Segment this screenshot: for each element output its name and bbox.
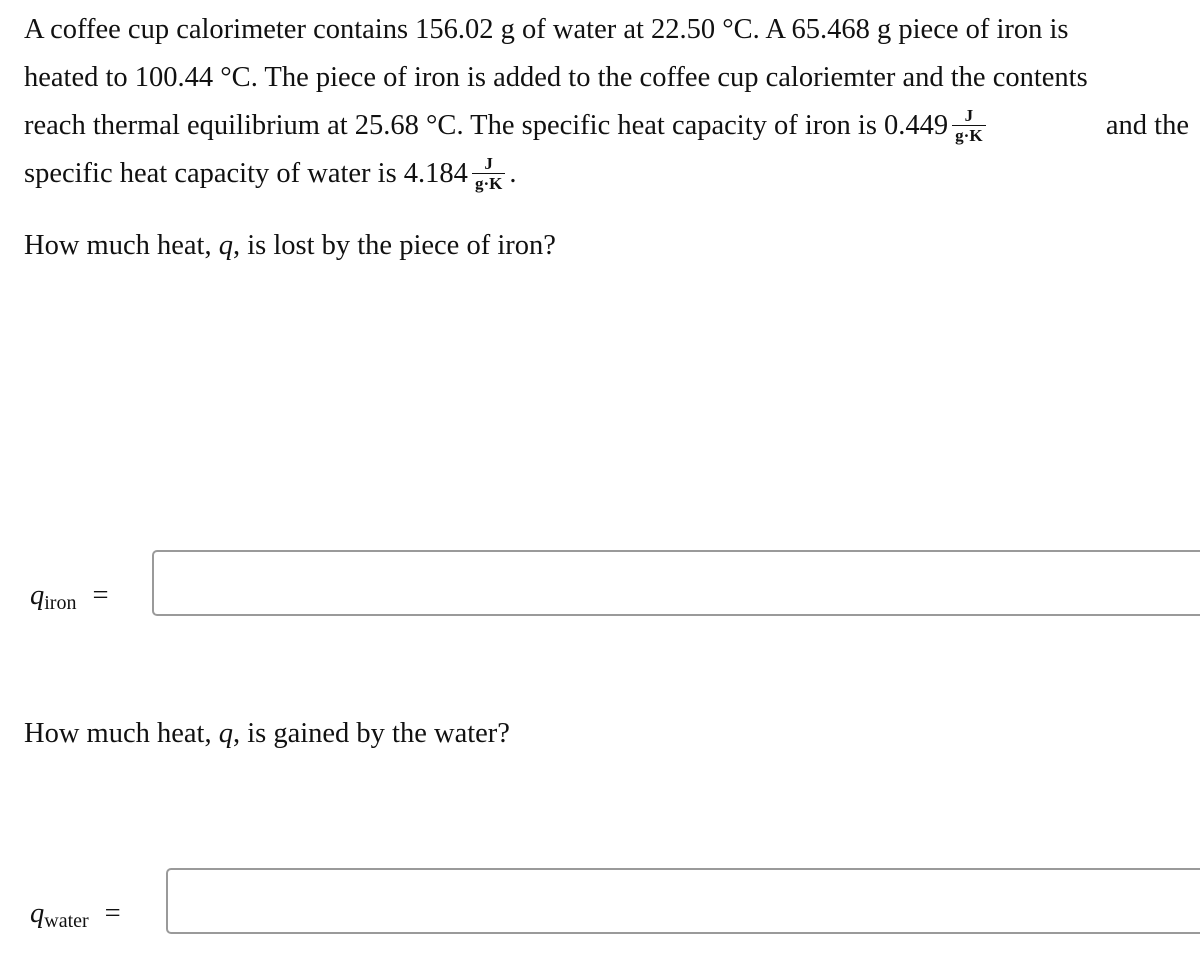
question-iron-prefix: How much heat, — [24, 230, 219, 261]
question-iron — [24, 226, 556, 266]
answer-input-iron[interactable] — [152, 550, 1200, 616]
unit-denominator: g·K — [472, 173, 505, 193]
problem-statement — [24, 6, 1189, 198]
problem-line-3-end: and the — [1105, 110, 1189, 141]
unit-fraction-water — [472, 154, 505, 193]
unit-numerator: J — [964, 105, 974, 125]
iron-heat-capacity-text: reach thermal equilibrium at 25.68 °C. The specific heat capacity of iron is 0.449 — [24, 110, 949, 141]
answer-label-iron — [30, 580, 109, 615]
q-subscript-iron: iron — [44, 592, 77, 614]
problem-line-3-text — [24, 102, 990, 150]
unit-fraction-iron — [952, 106, 985, 145]
problem-line-2: heated to 100.44 °C. The piece of iron is added to the coffee cup caloriemter and the contents — [24, 62, 1088, 93]
q-subscript-water: water — [44, 910, 89, 932]
question-water-prefix: How much heat, — [24, 718, 219, 749]
equals-sign: = — [104, 898, 121, 929]
problem-line-3 — [24, 102, 1189, 150]
unit-denominator: g·K — [952, 125, 985, 145]
period: . — [509, 158, 517, 189]
answer-input-water[interactable] — [166, 868, 1200, 934]
water-heat-capacity-text: specific heat capacity of water is 4.184 — [24, 158, 468, 189]
q-symbol: q — [30, 580, 45, 611]
answer-label-water — [30, 898, 121, 933]
unit-numerator: J — [484, 153, 493, 173]
question-water — [24, 714, 510, 754]
question-iron-suffix: , is lost by the piece of iron? — [232, 230, 556, 261]
equals-sign: = — [92, 580, 109, 611]
problem-line-1: A coffee cup calorimeter contains 156.02 g of water at 22.50 °C. A 65.468 g piece of iron is — [24, 14, 1069, 45]
question-iron-variable: q — [218, 230, 233, 261]
question-water-variable: q — [218, 718, 233, 749]
question-water-suffix: , is gained by the water? — [232, 718, 510, 749]
q-symbol: q — [30, 898, 45, 929]
problem-line-4 — [24, 150, 1189, 198]
